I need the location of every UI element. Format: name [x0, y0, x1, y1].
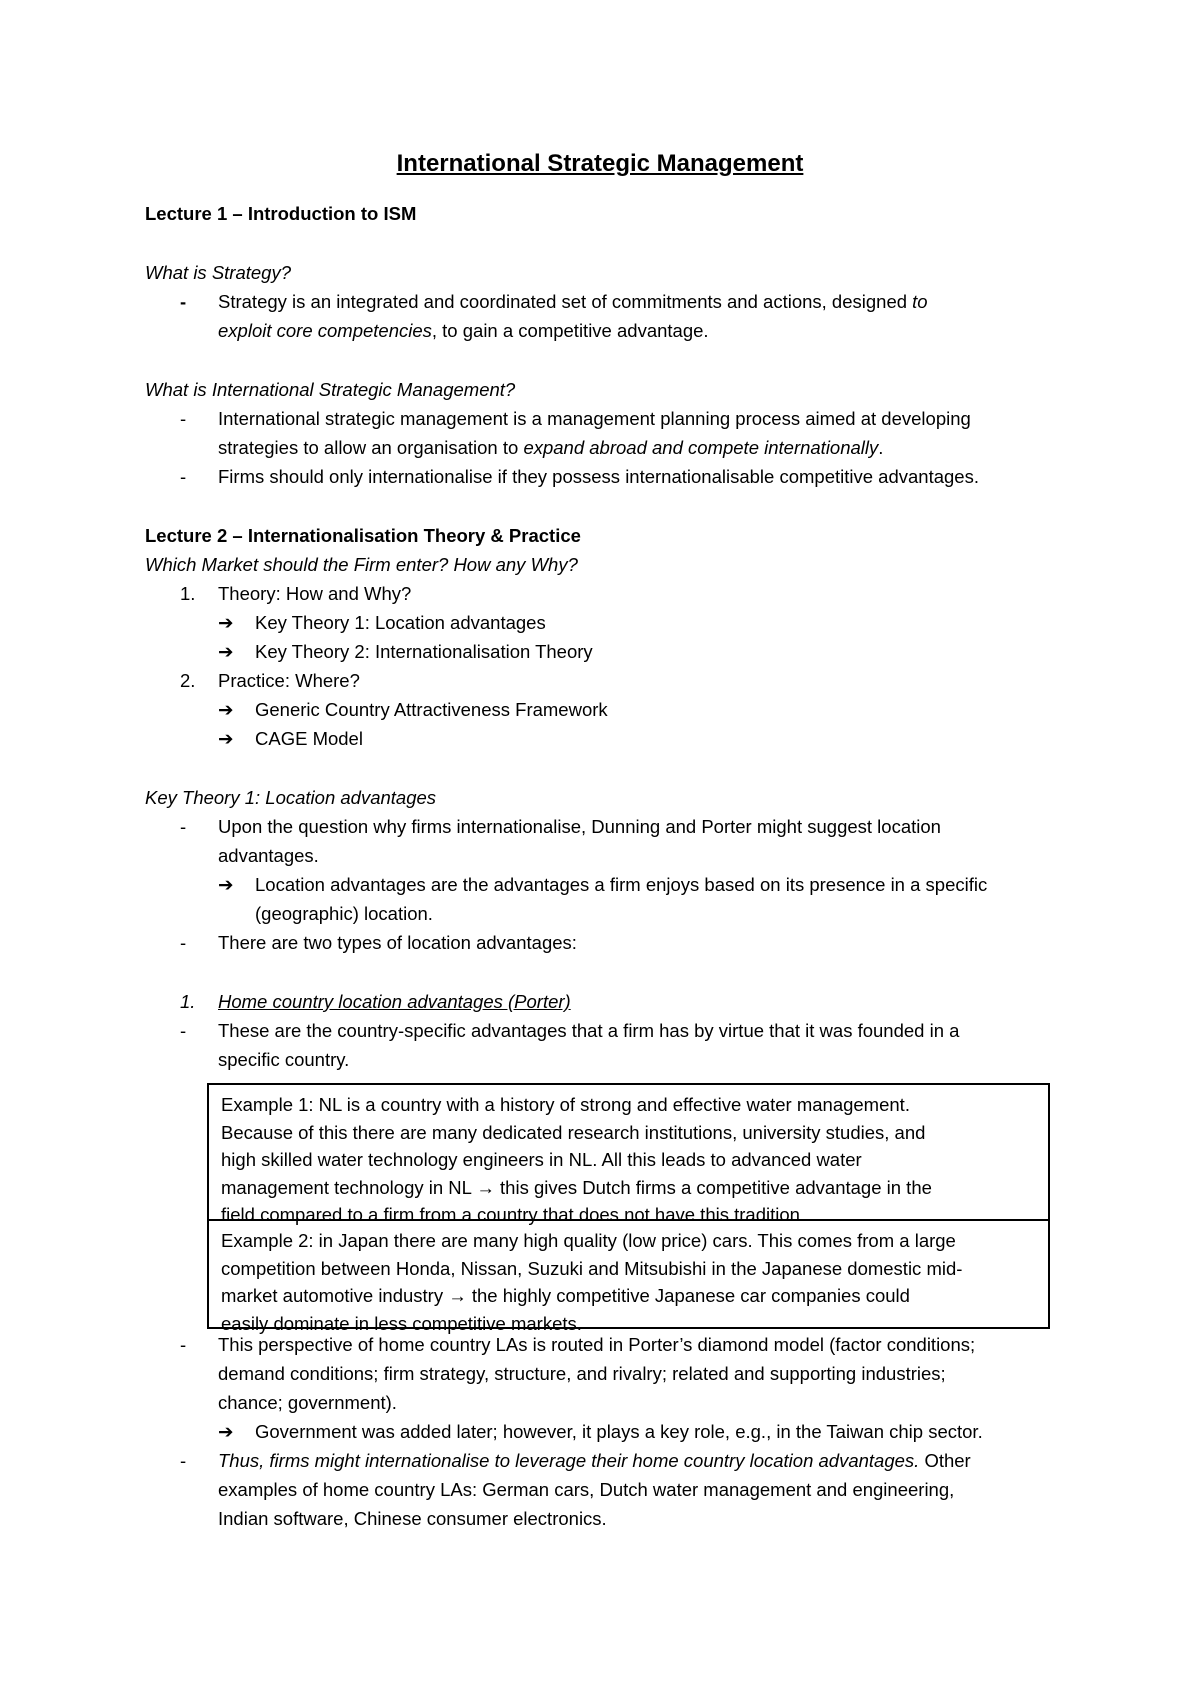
- arrow-icon: ➔: [218, 1421, 234, 1442]
- list-number: 2.: [180, 670, 196, 691]
- example1-line: Example 1: NL is a country with a history of strong and effective water management.: [221, 1094, 910, 1115]
- ism-def-line1: International strategic management is a management planning process aimed at developing: [218, 408, 971, 429]
- home-country-line: These are the country-specific advantages that a firm has by virtue that it was founded in a: [218, 1020, 960, 1041]
- conclusion-line: examples of home country LAs: German cars, Dutch water management and engineering,: [218, 1479, 955, 1500]
- list-subitem: Key Theory 2: Internationalisation Theory: [255, 641, 593, 662]
- key-theory1-subline: (geographic) location.: [255, 903, 433, 924]
- porter-line: This perspective of home country LAs is routed in Porter’s diamond model (factor conditions;: [218, 1334, 976, 1355]
- bullet-dash: -: [180, 1450, 187, 1471]
- list-subitem: CAGE Model: [255, 728, 363, 749]
- example1-line: Because of this there are many dedicated research institutions, university studies, and: [221, 1121, 926, 1143]
- list-number: 1.: [180, 991, 196, 1012]
- key-theory1-line: Upon the question why firms internationalise, Dunning and Porter might suggest location: [218, 816, 941, 837]
- list-item-theory: Theory: How and Why?: [218, 583, 412, 604]
- bullet-dash: -: [180, 1020, 187, 1041]
- list-subitem: Generic Country Attractiveness Framework: [255, 699, 608, 720]
- example2-line: easily dominate in less competitive markets.: [221, 1312, 582, 1334]
- bullet-dash: -: [180, 932, 187, 953]
- example1-line: high skilled water technology engineers in NL. All this leads to advanced water: [221, 1149, 862, 1170]
- arrow-icon: ➔: [218, 728, 234, 749]
- example1-line: field compared to a firm from a country that does not have this tradition.: [221, 1204, 806, 1225]
- list-number: 1.: [180, 583, 196, 604]
- arrow-icon: ➔: [218, 612, 234, 633]
- key-theory1-subline: Location advantages are the advantages a firm enjoys based on its presence in a specific: [255, 874, 988, 895]
- document-title: International Strategic Management: [396, 150, 804, 177]
- bullet-dash: -: [180, 1334, 187, 1355]
- home-country-heading: Home country location advantages (Porter): [218, 991, 571, 1012]
- lecture1-heading: Lecture 1 – Introduction to ISM: [145, 203, 417, 224]
- key-theory1-line: There are two types of location advantages:: [218, 932, 577, 953]
- question-strategy: What is Strategy?: [145, 262, 292, 283]
- key-theory1-heading: Key Theory 1: Location advantages: [145, 787, 437, 808]
- porter-subline: Government was added later; however, it plays a key role, e.g., in the Taiwan chip sector.: [255, 1421, 983, 1442]
- home-country-line: specific country.: [218, 1049, 350, 1070]
- ism-def-line2: strategies to allow an organisation to expand abroad and compete internationally.: [218, 437, 884, 458]
- example2-box: [207, 1219, 1050, 1334]
- question-ism: What is International Strategic Management?: [145, 379, 516, 400]
- strategy-def-line1: Strategy is an integrated and coordinated set of commitments and actions, designed to: [218, 291, 928, 312]
- example2-line: market automotive industry → the highly competitive Japanese car companies could: [221, 1285, 910, 1306]
- strategy-def-line2: exploit core competencies, to gain a competitive advantage.: [218, 320, 709, 341]
- porter-line: demand conditions; firm strategy, structure, and rivalry; related and supporting industries;: [218, 1363, 946, 1384]
- example1-box: [207, 1083, 1050, 1225]
- ism-firms-line: Firms should only internationalise if they possess internationalisable competitive advantages.: [218, 466, 979, 487]
- arrow-icon: ➔: [218, 874, 234, 895]
- example1-line: management technology in NL → this gives Dutch firms a competitive advantage in the: [221, 1176, 932, 1198]
- example2-line: competition between Honda, Nissan, Suzuki and Mitsubishi in the Japanese domestic mid-: [221, 1257, 963, 1279]
- list-item-practice: Practice: Where?: [218, 670, 360, 691]
- bullet-dash: -: [180, 408, 187, 429]
- lecture2-heading: Lecture 2 – Internationalisation Theory & Practice: [145, 525, 581, 546]
- conclusion-line: Thus, firms might internationalise to leverage their home country location advantages. Other: [218, 1450, 971, 1471]
- arrow-icon: ➔: [218, 641, 234, 662]
- bullet-dash: -: [180, 291, 187, 312]
- list-subitem: Key Theory 1: Location advantages: [255, 612, 546, 633]
- example2-line: Example 2: in Japan there are many high quality (low price) cars. This comes from a large: [221, 1230, 956, 1251]
- key-theory1-line: advantages.: [218, 845, 319, 866]
- arrow-icon: ➔: [218, 699, 234, 720]
- lecture2-subheading: Which Market should the Firm enter? How any Why?: [145, 554, 578, 575]
- porter-line: chance; government).: [218, 1392, 397, 1413]
- bullet-dash: -: [180, 466, 187, 487]
- conclusion-line: Indian software, Chinese consumer electronics.: [218, 1508, 607, 1529]
- bullet-dash: -: [180, 816, 187, 837]
